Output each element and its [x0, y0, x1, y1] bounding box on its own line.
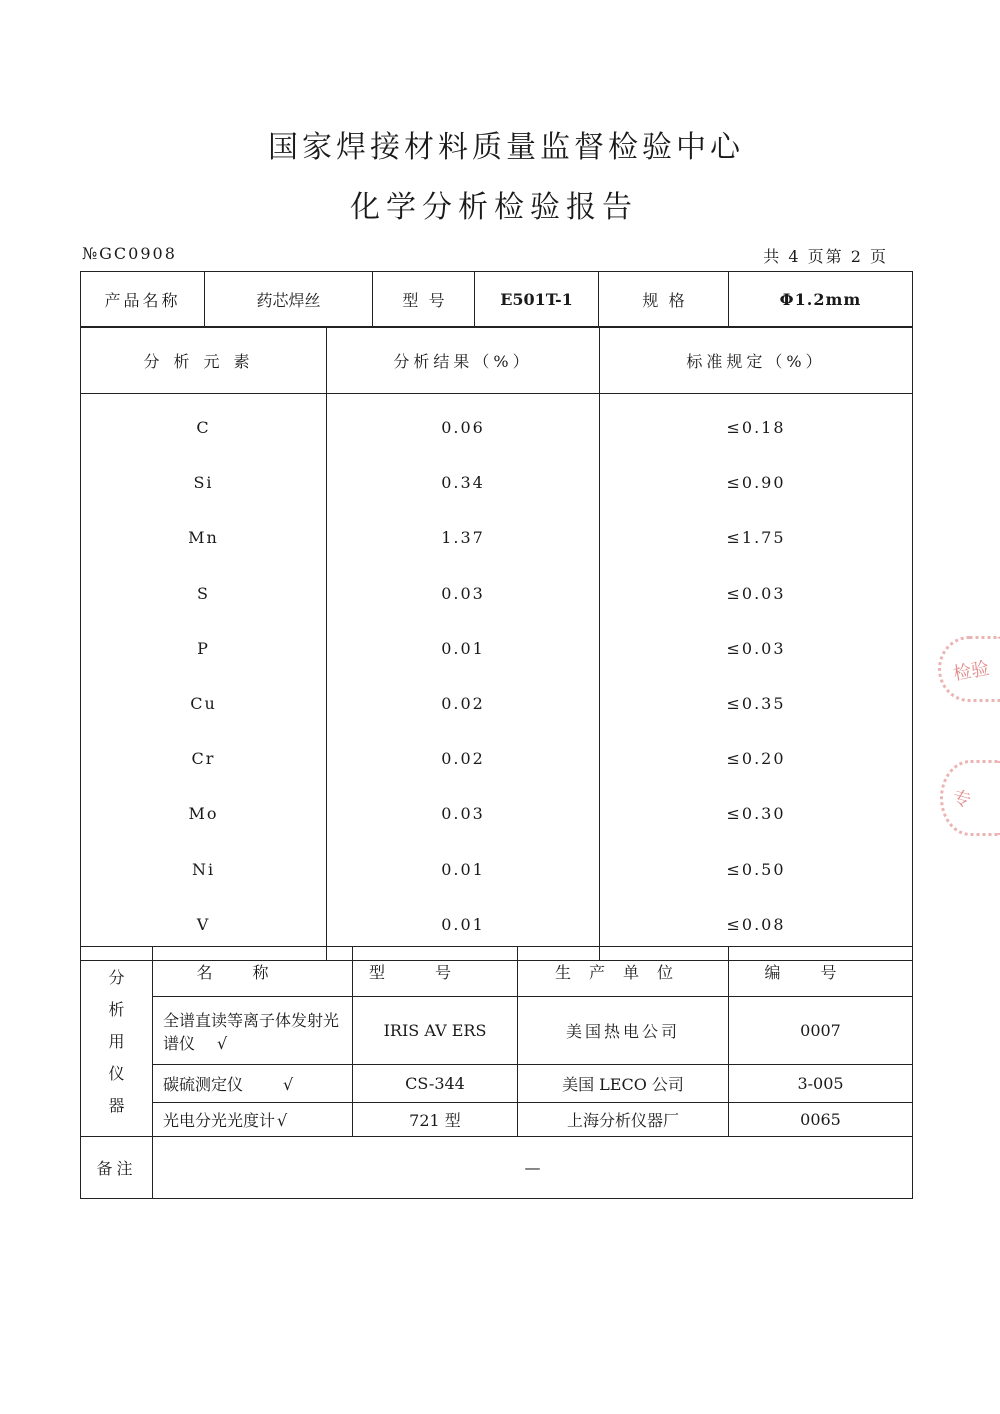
inst-header-maker: 生产单位 [518, 947, 729, 997]
standard-cell: ≤0.03 [726, 638, 786, 658]
spec-value: Φ1.2mm [729, 272, 913, 328]
instruments-table [80, 946, 913, 1199]
result-cell: 0.01 [441, 859, 485, 879]
report-number: №GC0908 [82, 244, 177, 263]
result-cell: 0.03 [441, 583, 485, 603]
header-standard: 标准规定（%） [600, 327, 913, 394]
inst-header-number: 编号 [729, 947, 913, 997]
header-element: 分析元素 [81, 327, 327, 394]
standard-cell: ≤0.90 [726, 473, 786, 493]
result-cell: 0.02 [441, 693, 485, 713]
inst-row-1-number: 0007 [729, 997, 913, 1065]
product-info-table [80, 271, 913, 328]
standard-cell: ≤1.75 [726, 528, 786, 548]
result-cell: 1.37 [441, 528, 485, 548]
standard-cell: ≤0.08 [726, 914, 786, 934]
spec-label: 规 格 [599, 272, 729, 328]
inst-row-3-maker: 上海分析仪器厂 [518, 1103, 729, 1137]
report-title: 化学分析检验报告 [350, 190, 638, 225]
section-label-char: 器 [108, 1095, 125, 1115]
section-label-char: 析 [108, 999, 125, 1019]
standard-cell: ≤0.18 [726, 418, 786, 437]
inst-row-1-maker: 美国热电公司 [518, 997, 729, 1065]
inst-row-3-name: 光电分光光度计 √ [153, 1103, 353, 1137]
seal-stamp: 检验 [938, 636, 1000, 702]
inst-header-model: 型号 [353, 947, 518, 997]
model-value: E501T-1 [475, 272, 599, 328]
inst-row-2-name: 碳硫测定仪 √ [153, 1065, 353, 1103]
element-cell: P [197, 638, 210, 658]
instruments-section-label [81, 947, 153, 1137]
result-cell: 0.01 [441, 638, 485, 658]
page-info: 共 4 页第 2 页 [763, 247, 888, 266]
inst-row-2-maker: 美国 LECO 公司 [518, 1065, 729, 1103]
element-cell: Si [193, 473, 214, 493]
section-label-char: 仪 [108, 1063, 125, 1083]
remarks-label: 备注 [81, 1137, 153, 1199]
result-cell: 0.06 [441, 418, 485, 437]
element-cell: Cu [190, 693, 217, 713]
section-label-char: 分 [108, 967, 125, 987]
result-cell: 0.34 [441, 473, 485, 493]
inst-row-3-number: 0065 [729, 1103, 913, 1137]
check-mark-icon: √ [277, 1111, 288, 1130]
result-cell: 0.01 [441, 914, 485, 934]
element-cell: Cr [191, 749, 216, 769]
model-label: 型 号 [373, 272, 475, 328]
report-org-title: 国家焊接材料质量监督检验中心 [268, 130, 744, 165]
standard-cell: ≤0.03 [726, 583, 786, 603]
analysis-table [80, 326, 913, 961]
standard-cell: ≤0.20 [726, 749, 786, 769]
element-cell: S [197, 583, 210, 603]
check-mark-icon: √ [283, 1075, 294, 1094]
inst-row-1-name: 全谱直读等离子体发射光谱仪 √ [153, 997, 353, 1065]
inst-row-2-model: CS-344 [353, 1065, 518, 1103]
seal-stamp: 专 [940, 760, 1000, 836]
inst-header-name: 名称 [153, 947, 353, 997]
element-column [81, 394, 327, 961]
remarks-value: — [153, 1137, 913, 1199]
inst-row-2-number: 3-005 [729, 1065, 913, 1103]
standard-cell: ≤0.30 [726, 804, 786, 824]
product-name-label: 产品名称 [81, 272, 205, 328]
element-cell: Mo [188, 804, 219, 824]
result-cell: 0.03 [441, 804, 485, 824]
header-result: 分析结果（%） [327, 327, 600, 394]
check-mark-icon: √ [217, 1033, 228, 1053]
inst-row-1-model: IRIS AV ERS [353, 997, 518, 1065]
product-name-value: 药芯焊丝 [205, 272, 373, 328]
inst-row-3-model: 721 型 [353, 1103, 518, 1137]
element-cell: Ni [191, 859, 216, 879]
result-column [327, 394, 600, 961]
result-cell: 0.02 [441, 749, 485, 769]
standard-cell: ≤0.35 [726, 693, 786, 713]
element-cell: V [196, 914, 211, 934]
standard-cell: ≤0.50 [726, 859, 786, 879]
standard-column [600, 394, 913, 961]
element-cell: C [196, 418, 211, 437]
section-label-char: 用 [108, 1031, 125, 1051]
element-cell: Mn [188, 528, 219, 548]
